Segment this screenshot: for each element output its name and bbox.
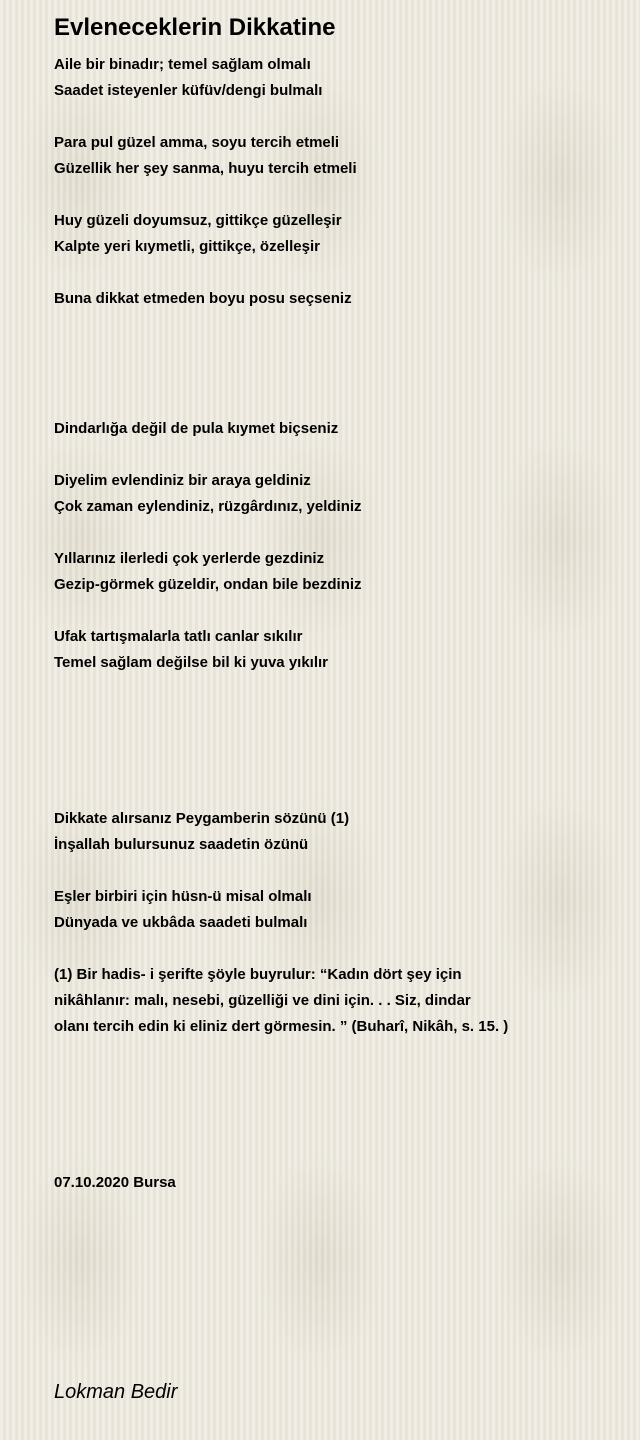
poem-line: Diyelim evlendiniz bir araya geldiniz — [54, 472, 311, 489]
blank-line — [54, 260, 614, 286]
blank-line — [54, 338, 614, 364]
poem-line: 07.10.2020 Bursa — [54, 1174, 176, 1191]
blank-line — [54, 1118, 614, 1144]
blank-line — [54, 104, 614, 130]
poem-line: Gezip-görmek güzeldir, ondan bile bezdiniz — [54, 576, 362, 593]
blank-line — [54, 598, 614, 624]
blank-line — [54, 1092, 614, 1118]
blank-line — [54, 364, 614, 390]
poem-line: Temel sağlam değilse bil ki yuva yıkılır — [54, 654, 329, 671]
poem-line: Kalpte yeri kıymetli, gittikçe, özelleşir — [54, 238, 320, 255]
poem-author: Lokman Bedir — [54, 1381, 178, 1403]
poem-line: Dindarlığa değil de pula kıymet biçseniz — [54, 420, 339, 437]
poem-line: Ufak tartışmalarla tatlı canlar sıkılır — [54, 628, 303, 645]
blank-line — [54, 182, 614, 208]
blank-line — [54, 520, 614, 546]
blank-line — [54, 858, 614, 884]
blank-line — [54, 442, 614, 468]
poem-line: Eşler birbiri için hüsn-ü misal olmalı — [54, 888, 312, 905]
poem-line: Para pul güzel amma, soyu tercih etmeli — [54, 134, 340, 151]
blank-line — [54, 1066, 614, 1092]
poem-line: Çok zaman eylendiniz, rüzgârdınız, yeldiniz — [54, 498, 362, 515]
poem-line: nikâhlanır: malı, nesebi, güzelliği ve dini için. . . Siz, dindar — [54, 992, 471, 1009]
poem-body — [54, 52, 614, 1196]
poem-line: Dikkate alırsanız Peygamberin sözünü (1) — [54, 810, 350, 827]
poem-line: Saadet isteyenler küfüv/dengi bulmalı — [54, 82, 323, 99]
poem-line: (1) Bir hadis- i şerifte şöyle buyrulur: “Kadın dört şey için — [54, 966, 462, 983]
blank-line — [54, 1040, 614, 1066]
blank-line — [54, 676, 614, 702]
poem-line: Buna dikkat etmeden boyu posu seçseniz — [54, 290, 352, 307]
poem-line: Aile bir binadır; temel sağlam olmalı — [54, 56, 311, 73]
poem-title: Evleneceklerin Dikkatine — [54, 14, 336, 41]
poem-line: Güzellik her şey sanma, huyu tercih etmeli — [54, 160, 357, 177]
blank-line — [54, 780, 614, 806]
poem-line: İnşallah bulursunuz saadetin özünü — [54, 836, 309, 853]
blank-line — [54, 312, 614, 338]
blank-line — [54, 754, 614, 780]
poem-line: olanı tercih edin ki eliniz dert görmesin. ” (Buharî, Nikâh, s. 15. ) — [54, 1018, 509, 1035]
poem-line: Huy güzeli doyumsuz, gittikçe güzelleşir — [54, 212, 342, 229]
blank-line — [54, 390, 614, 416]
poem-line: Dünyada ve ukbâda saadeti bulmalı — [54, 914, 308, 931]
blank-line — [54, 936, 614, 962]
blank-line — [54, 1144, 614, 1170]
blank-line — [54, 728, 614, 754]
blank-line — [54, 702, 614, 728]
poem-line: Yıllarınız ilerledi çok yerlerde gezdiniz — [54, 550, 325, 567]
